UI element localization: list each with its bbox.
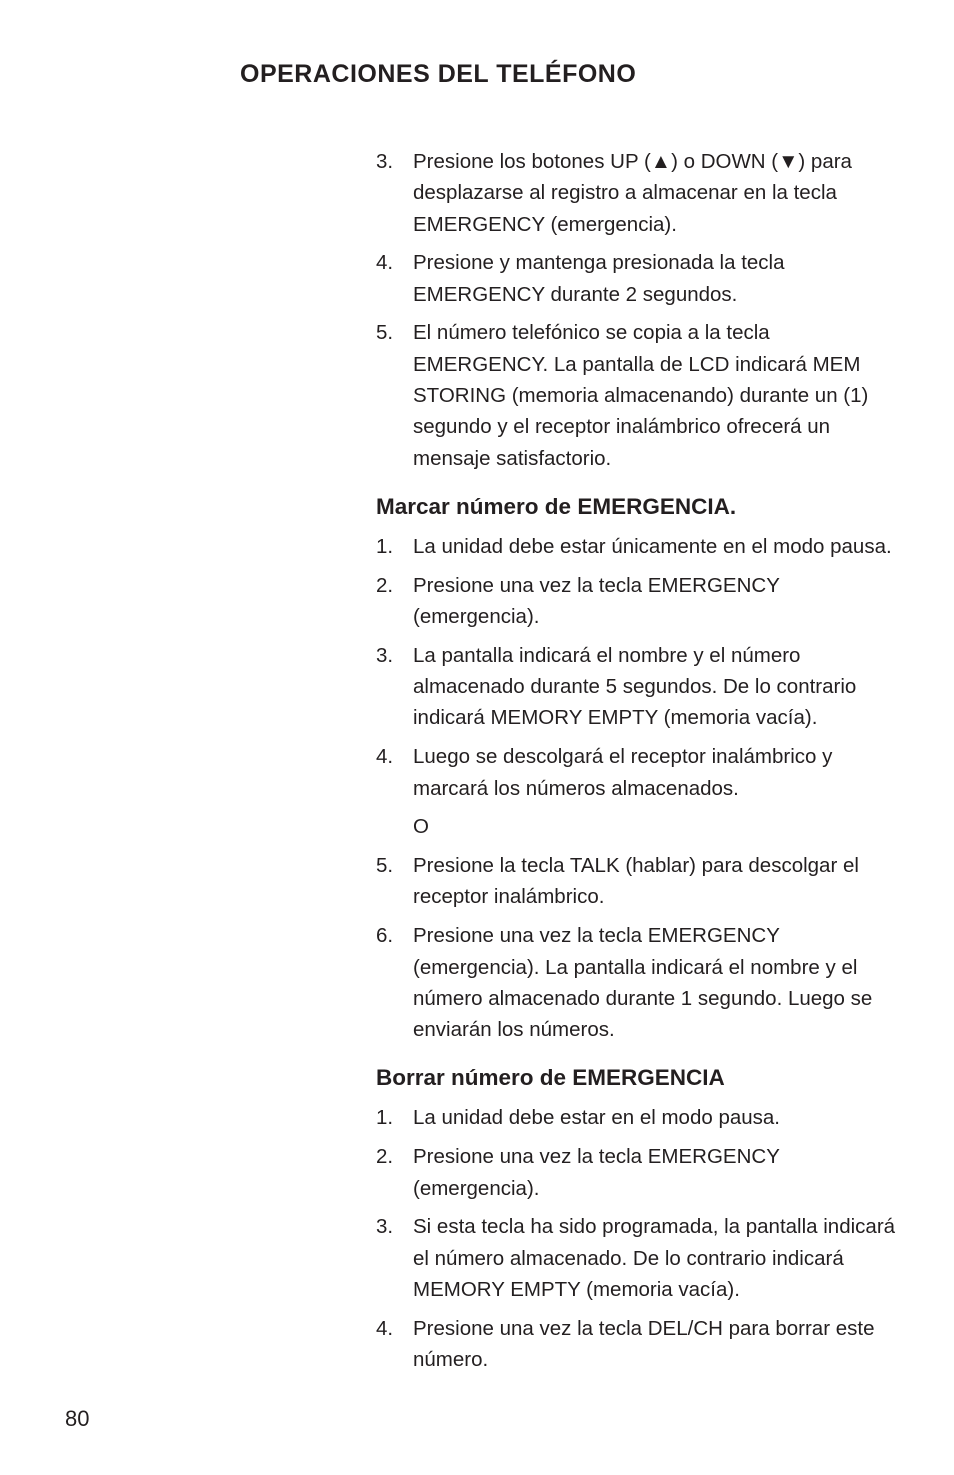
- item-text: La unidad debe estar únicamente en el modo pausa.: [413, 534, 892, 558]
- list-item: [376, 570, 898, 633]
- item-text: El número telefónico se copia a la tecla EMERGENCY. La pantalla de LCD indicará MEM STORING (memoria almacenando) durante un (1) segundo y el receptor inalámbrico ofrecerá un mensaje satisfactorio.: [413, 321, 869, 470]
- item-number: 1.: [376, 1106, 394, 1130]
- section-dial-emergency: [376, 492, 898, 1045]
- item-text: Presione los botones UP (▲) o DOWN (▼) para desplazarse al registro a almacenar en la tecla EMERGENCY (emergencia).: [413, 150, 852, 236]
- list-item: [376, 146, 898, 240]
- list-item: [376, 1211, 898, 1305]
- item-number: 2.: [376, 1145, 394, 1169]
- item-number: 6.: [376, 924, 394, 948]
- item-text: Presione una vez la tecla EMERGENCY (emergencia). La pantalla indicará el nombre y el número almacenado durante 1 segundo. Luego se enviarán los números.: [413, 924, 873, 1042]
- item-number: 3.: [376, 1215, 394, 1239]
- item-number: 5.: [376, 321, 394, 345]
- or-separator: O: [413, 815, 429, 839]
- item-text: La unidad debe estar en el modo pausa.: [413, 1106, 780, 1130]
- list-item: [376, 317, 898, 473]
- item-number: 5.: [376, 854, 394, 878]
- item-number: 4.: [376, 1316, 394, 1340]
- item-text: Presione la tecla TALK (hablar) para descolgar el receptor inalámbrico.: [413, 854, 859, 909]
- section-delete-emergency: [376, 1063, 898, 1375]
- item-text: Presione una vez la tecla EMERGENCY (emergencia).: [413, 573, 780, 629]
- item-text: Si esta tecla ha sido programada, la pantalla indicará el número almacenado. De lo contrario indicará MEMORY EMPTY (memoria vacía).: [413, 1215, 896, 1301]
- item-text: Presione y mantenga presionada la tecla EMERGENCY durante 2 segundos.: [413, 251, 785, 306]
- item-text: Luego se descolgará el receptor inalámbrico y marcará los números almacenados.: [413, 745, 833, 800]
- section-store-emergency: [376, 146, 898, 474]
- item-number: 3.: [376, 643, 394, 667]
- item-number: 3.: [376, 150, 394, 173]
- page-number: 80: [65, 1406, 90, 1431]
- item-text: Presione una vez la tecla DEL/CH para borrar este número.: [413, 1316, 875, 1371]
- content-column: [376, 146, 898, 1383]
- list-item: [376, 741, 898, 804]
- item-number: 4.: [376, 251, 394, 275]
- item-text: La pantalla indicará el nombre y el número almacenado durante 5 segundos. De lo contrario indicará MEMORY EMPTY (memoria vacía).: [413, 643, 857, 730]
- item-text: Presione una vez la tecla EMERGENCY (emergencia).: [413, 1145, 780, 1200]
- item-number: 2.: [376, 573, 394, 597]
- list-item: [376, 850, 898, 913]
- list-item: [376, 1141, 898, 1204]
- list-item: [376, 1313, 898, 1376]
- page-header: OPERACIONES DEL TELÉFONO: [240, 60, 637, 88]
- section-heading: Borrar número de EMERGENCIA: [376, 1065, 725, 1091]
- list-item: [376, 247, 898, 310]
- list-item: [376, 531, 898, 562]
- section-heading: Marcar número de EMERGENCIA.: [376, 493, 737, 519]
- item-number: 1.: [376, 534, 394, 558]
- item-number: 4.: [376, 745, 394, 769]
- list-item: [376, 920, 898, 1045]
- list-item: [376, 640, 898, 734]
- list-item: [376, 1102, 898, 1133]
